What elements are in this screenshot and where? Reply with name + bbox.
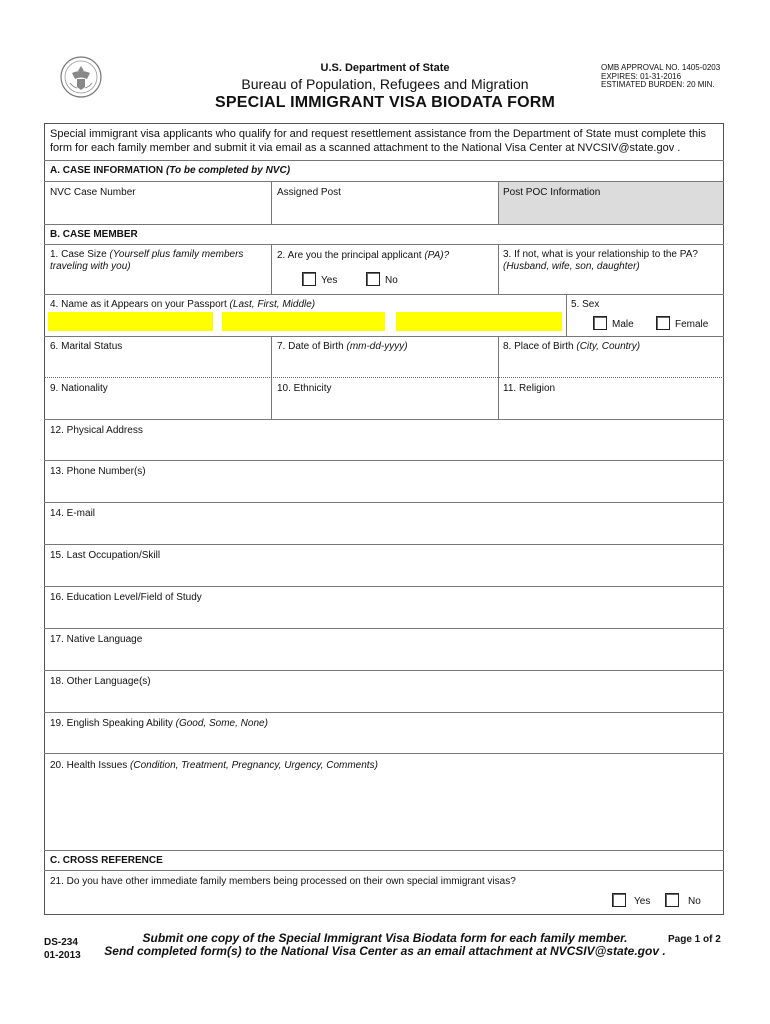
principal-no-label: No xyxy=(385,275,398,286)
cross-reference-no-checkbox[interactable] xyxy=(665,893,679,907)
cross-reference-no-label: No xyxy=(688,896,701,907)
omb-burden: ESTIMATED BURDEN: 20 MIN. xyxy=(601,80,715,89)
omb-info xyxy=(601,64,720,90)
first-name-field[interactable] xyxy=(222,312,385,331)
email-label: 14. E-mail xyxy=(50,508,96,519)
last-occupation-label: 15. Last Occupation/Skill xyxy=(50,550,161,561)
place-of-birth-label: 8. Place of Birth (City, Country) xyxy=(503,341,641,352)
form-number-code: DS-234 xyxy=(44,937,78,948)
physical-address-label: 12. Physical Address xyxy=(50,425,143,436)
sex-male-label: Male xyxy=(612,319,634,330)
bureau-name: Bureau of Population, Refugees and Migration xyxy=(241,76,529,92)
ethnicity-label: 10. Ethnicity xyxy=(277,383,332,394)
phone-number-label: 13. Phone Number(s) xyxy=(50,466,146,477)
section-a-heading: A. CASE INFORMATION (To be completed by NVC) xyxy=(50,165,291,176)
religion-label: 11. Religion xyxy=(503,383,556,394)
assigned-post-label: Assigned Post xyxy=(277,187,341,198)
principal-yes-checkbox[interactable] xyxy=(302,272,316,286)
date-of-birth-label: 7. Date of Birth (mm-dd-yyyy) xyxy=(277,341,408,352)
health-issues-label: 20. Health Issues (Condition, Treatment, Pregnancy, Urgency, Comments) xyxy=(50,760,378,771)
native-language-label: 17. Native Language xyxy=(50,634,143,645)
post-poc-label: Post POC Information xyxy=(503,187,601,198)
department-name: U.S. Department of State xyxy=(320,62,450,74)
principal-no-checkbox[interactable] xyxy=(366,272,380,286)
principal-yes-label: Yes xyxy=(321,275,338,286)
nationality-label: 9. Nationality xyxy=(50,383,108,394)
form-number-date: 01-2013 xyxy=(44,950,81,961)
submission-line-1: Submit one copy of the Special Immigrant Visa Biodata form for each family member. xyxy=(142,931,628,945)
cross-reference-yes-checkbox[interactable] xyxy=(612,893,626,907)
section-b-heading: B. CASE MEMBER xyxy=(50,229,138,240)
sex-female-label: Female xyxy=(675,319,709,330)
omb-expires: EXPIRES: 01-31-2016 xyxy=(601,71,682,81)
cross-reference-yes-label: Yes xyxy=(634,896,651,907)
middle-name-field[interactable] xyxy=(396,312,562,331)
passport-name-label: 4. Name as it Appears on your Passport (Last, First, Middle) xyxy=(50,299,316,310)
marital-status-label: 6. Marital Status xyxy=(50,341,123,352)
intro-text: Special immigrant visa applicants who qualify for and request resettlement assistance from the Department of State must complete this form for each family member and submit it via email as a scanned attachment to the National Visa Center at NVCSIV@state.gov . xyxy=(50,128,707,154)
nvc-case-number-label: NVC Case Number xyxy=(50,187,136,198)
education-level-label: 16. Education Level/Field of Study xyxy=(50,592,202,603)
omb-approval: OMB APPROVAL NO. 1405-0203 xyxy=(601,63,721,72)
sex-male-checkbox[interactable] xyxy=(593,316,607,330)
relationship-label: 3. If not, what is your relationship to the PA? (Husband, wife, son, daughter) xyxy=(503,249,698,272)
submission-line-2: Send completed form(s) to the National Visa Center as an email attachment at NVCSIV@state.gov . xyxy=(104,944,666,958)
last-name-field[interactable] xyxy=(48,312,213,331)
sex-label: 5. Sex xyxy=(571,299,600,310)
other-languages-label: 18. Other Language(s) xyxy=(50,676,151,687)
case-size-label: 1. Case Size (Yourself plus family members traveling with you) xyxy=(50,249,244,272)
form-frame xyxy=(44,123,724,915)
submission-instructions xyxy=(0,932,770,958)
section-c-heading: C. CROSS REFERENCE xyxy=(50,855,163,866)
sex-female-checkbox[interactable] xyxy=(656,316,670,330)
principal-applicant-label: 2. Are you the principal applicant (PA)? xyxy=(277,250,450,261)
page-number: Page 1 of 2 xyxy=(668,934,721,945)
english-ability-label: 19. English Speaking Ability (Good, Some, None) xyxy=(50,718,268,729)
other-family-members-label: 21. Do you have other immediate family members being processed on their own special immigrant visas? xyxy=(50,876,516,887)
form-title: SPECIAL IMMIGRANT VISA BIODATA FORM xyxy=(214,94,556,111)
